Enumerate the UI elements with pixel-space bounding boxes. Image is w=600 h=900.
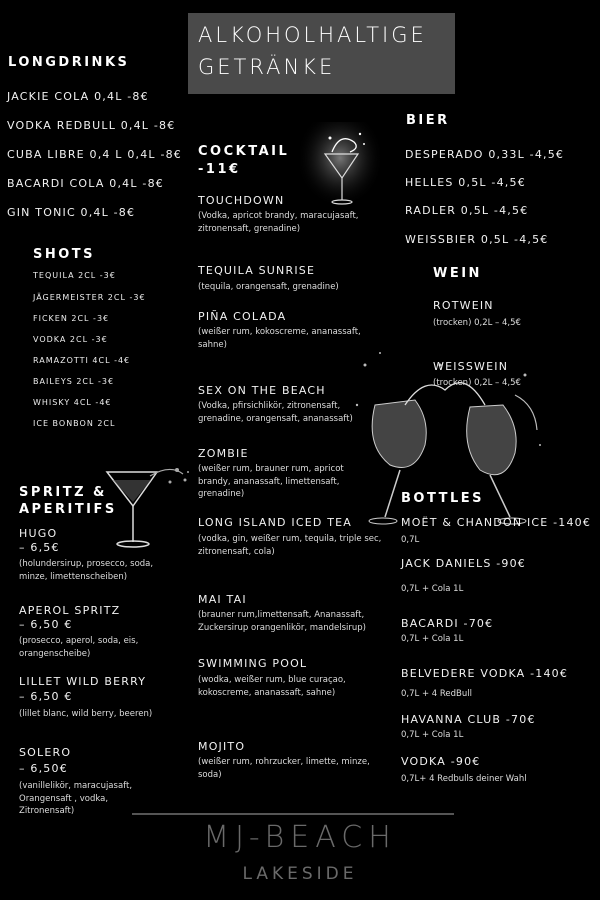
- shots-heading: SHOTS: [33, 247, 96, 262]
- longdrink-item: CUBA LIBRE 0,4 L 0,4L -8€: [7, 148, 183, 161]
- spritz-item-name: HUGO: [19, 527, 58, 540]
- spritz-item-name: LILLET WILD BERRY: [19, 675, 147, 688]
- wein-item-name: WEISSWEIN: [433, 360, 509, 373]
- cocktail-item-name: TOUCHDOWN: [198, 194, 285, 207]
- spritz-item-desc: (holundersirup, prosecco, soda, minze, limettenscheiben): [19, 559, 154, 582]
- wein-item-desc: (trocken) 0,2L – 4,5€: [433, 378, 521, 388]
- bottles-heading: BOTTLES: [401, 491, 485, 506]
- longdrink-item: GIN TONIC 0,4L -8€: [7, 206, 136, 219]
- bottle-item-desc: 0,7L + Cola 1L: [401, 634, 464, 644]
- longdrink-item: JACKIE COLA 0,4L -8€: [7, 90, 149, 103]
- cocktail-item-desc: (Vodka, pfirsichlikör, zitronensaft, grenadine, orangensaft, ananassaft): [198, 401, 353, 424]
- page-title-line-2: GETRÄNKE: [198, 55, 336, 79]
- spritz-heading-line-2: APERITIFS: [19, 502, 117, 517]
- longdrink-item: VODKA REDBULL 0,4L -8€: [7, 119, 176, 132]
- martini-glass-splash-icon: [300, 122, 380, 212]
- shot-item: WHISKY 4CL -4€: [33, 398, 112, 407]
- bier-item: DESPERADO 0,33L -4,5€: [405, 148, 565, 161]
- cocktail-item-desc: (weißer rum, brauner rum, apricot brandy, ananassaft, limettensaft, grenadine): [198, 464, 344, 499]
- title-box: [188, 13, 455, 94]
- cocktail-item-name: TEQUILA SUNRISE: [198, 264, 316, 277]
- spritz-item-desc: (lillet blanc, wild berry, beeren): [19, 709, 153, 719]
- bottle-item-desc: 0,7L + 4 RedBull: [401, 689, 472, 699]
- bottle-item-name: HAVANNA CLUB -70€: [401, 713, 536, 726]
- cocktail-item-desc: (Vodka, apricot brandy, maracujasaft, zitronensaft, grenadine): [198, 211, 359, 234]
- spritz-item-name: SOLERO: [19, 746, 72, 759]
- cocktail-item-desc: (tequila, orangensaft, grenadine): [198, 282, 339, 292]
- cocktail-item-name: ZOMBIE: [198, 447, 249, 460]
- bottle-item-name: MOËT & CHANDON ICE -140€: [401, 516, 592, 529]
- cocktail-item-name: SWIMMING POOL: [198, 657, 308, 670]
- brand-name: MJ-BEACH: [203, 820, 397, 855]
- cocktail-item-name: LONG ISLAND ICED TEA: [198, 516, 353, 529]
- cocktail-heading-line-1: COCKTAIL: [198, 144, 290, 159]
- brand-subtitle: LAKESIDE: [242, 864, 358, 884]
- cocktail-item-name: SEX ON THE BEACH: [198, 384, 326, 397]
- cocktail-item-name: PIÑA COLADA: [198, 310, 287, 323]
- longdrinks-heading: LONGDRINKS: [8, 55, 130, 70]
- cocktail-item-desc: (wodka, weißer rum, blue curaçao, kokoscreme, ananassaft, sahne): [198, 675, 346, 698]
- page-title-line-1: ALKOHOLHALTIGE: [198, 23, 427, 47]
- wein-item-name: ROTWEIN: [433, 299, 494, 312]
- cocktail-item-name: MAI TAI: [198, 593, 247, 606]
- spritz-item-price: – 6,50 €: [19, 690, 73, 703]
- bottle-item-name: BELVEDERE VODKA -140€: [401, 667, 569, 680]
- longdrink-item: BACARDI COLA 0,4L -8€: [7, 177, 164, 190]
- bier-item: WEISSBIER 0,5L -4,5€: [405, 233, 549, 246]
- bottle-item-desc: 0,7L + Cola 1L: [401, 730, 464, 740]
- cocktail-item-desc: (brauner rum,limettensaft, Ananassaft, Zuckersirup orangenlikör, mandelsirup): [198, 610, 366, 633]
- bottle-item-desc: 0,7L + Cola 1L: [401, 584, 464, 594]
- cocktail-item-name: MOJITO: [198, 740, 246, 753]
- footer-divider: [132, 813, 454, 815]
- bottle-item-name: VODKA -90€: [401, 755, 481, 768]
- spritz-item-price: – 6,50€: [19, 762, 68, 775]
- spritz-item-name: APEROL SPRITZ: [19, 604, 121, 617]
- bottle-item-name: JACK DANIELS -90€: [401, 557, 526, 570]
- bottle-item-desc: 0,7L+ 4 Redbulls deiner Wahl: [401, 774, 527, 784]
- shot-item: VODKA 2CL -3€: [33, 335, 108, 344]
- cocktail-item-desc: (vodka, gin, weißer rum, tequila, triple sec, zitronensaft, cola): [198, 534, 382, 557]
- cocktail-item-desc: (weißer rum, kokoscreme, ananassaft, sahne): [198, 327, 361, 350]
- shot-item: BAILEYS 2CL -3€: [33, 377, 115, 386]
- wein-item-desc: (trocken) 0,2L – 4,5€: [433, 318, 521, 328]
- bier-item: RADLER 0,5L -4,5€: [405, 204, 529, 217]
- bier-item: HELLES 0,5L -4,5€: [405, 176, 526, 189]
- shot-item: RAMAZOTTI 4CL -4€: [33, 356, 131, 365]
- shot-item: ICE BONBON 2CL: [33, 419, 116, 428]
- spritz-item-desc: (prosecco, aperol, soda, eis, orangenscheibe): [19, 636, 139, 659]
- spritz-heading-line-1: SPRITZ &: [19, 485, 107, 500]
- bier-heading: BIER: [406, 113, 450, 128]
- martini-glass-icon: [95, 462, 195, 554]
- shot-item: TEQUILA 2CL -3€: [33, 271, 116, 280]
- cocktail-heading-line-2: -11€: [198, 162, 241, 177]
- bottle-item-desc: 0,7L: [401, 535, 420, 545]
- wein-heading: WEIN: [433, 266, 482, 281]
- shot-item: FICKEN 2CL -3€: [33, 314, 110, 323]
- cocktail-item-desc: (weißer rum, rohrzucker, limette, minze, soda): [198, 757, 370, 780]
- bottle-item-name: BACARDI -70€: [401, 617, 494, 630]
- shot-item: JÄGERMEISTER 2CL -3€: [33, 293, 146, 302]
- spritz-item-price: – 6,5€: [19, 541, 60, 554]
- spritz-item-desc: (vanillelikör, maracujasaft, Orangensaft , vodka, Zitronensaft): [19, 781, 133, 816]
- spritz-item-price: – 6,50 €: [19, 618, 73, 631]
